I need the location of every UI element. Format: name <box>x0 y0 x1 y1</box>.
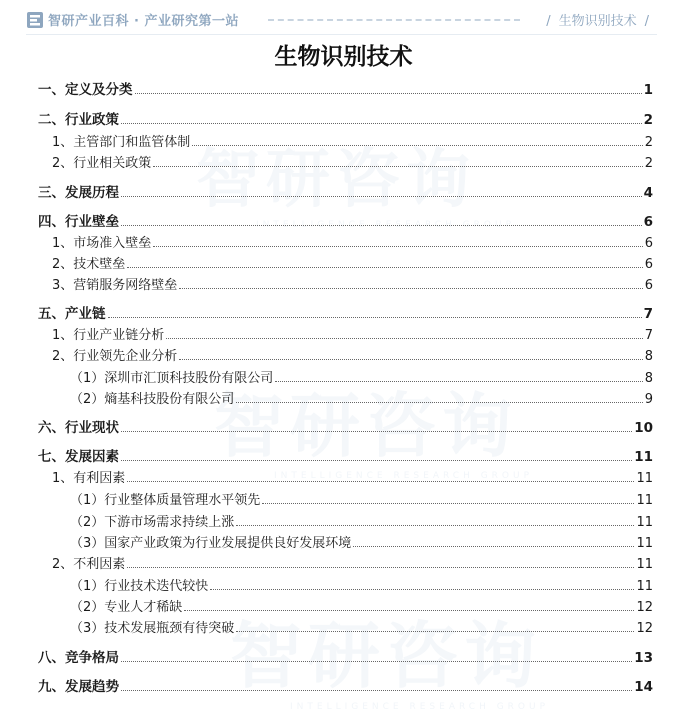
toc-entry[interactable] <box>0 531 687 551</box>
toc-entry-page-number: 6 <box>643 214 653 230</box>
toc-entry-page-number: 12 <box>636 600 653 615</box>
toc-entry-page-number: 4 <box>643 185 653 201</box>
toc-dot-leader <box>127 481 634 482</box>
toc-dot-leader <box>121 196 642 197</box>
toc-entry-page-number: 2 <box>643 112 653 128</box>
toc-entry-page-number: 11 <box>636 557 653 572</box>
toc-dot-leader <box>135 93 642 94</box>
toc-entry-label: 四、行业壁垒 <box>38 214 119 230</box>
toc-entry-label: （2）熵基科技股份有限公司 <box>70 392 235 407</box>
toc-entry[interactable] <box>0 387 687 407</box>
watermark-subtext: INTELLIGENCE RESEARCH GROUP <box>274 471 534 481</box>
toc-entry-page-number: 12 <box>636 621 653 636</box>
toc-entry-label: （1）行业技术迭代较快 <box>70 579 209 594</box>
toc-entry-label: 七、发展因素 <box>38 449 119 465</box>
toc-entry-label: 2、不利因素 <box>52 557 126 572</box>
watermark-subtext: INTELLIGENCE RESEARCH GROUP <box>290 702 550 711</box>
toc-entry-label: （2）专业人才稀缺 <box>70 600 183 615</box>
breadcrumb-current[interactable]: 生物识别技术 <box>558 14 637 29</box>
toc-entry-label: 2、技术壁垒 <box>52 257 126 272</box>
toc-dot-leader <box>236 525 634 526</box>
toc-entry-page-number: 6 <box>644 236 653 251</box>
toc-entry-label: 二、行业政策 <box>38 112 119 128</box>
toc-entry-label: （1）行业整体质量管理水平领先 <box>70 493 261 508</box>
toc-entry-page-number: 9 <box>644 392 653 407</box>
watermark-subtext: INTELLIGENCE RESEARCH GROUP <box>256 220 516 230</box>
toc-entry-label: 2、行业相关政策 <box>52 156 152 171</box>
toc-entry[interactable] <box>0 445 687 465</box>
toc-entry-page-number: 10 <box>634 420 653 436</box>
toc-dot-leader <box>121 690 632 691</box>
toc-entry-label: 3、营销服务网络壁垒 <box>52 278 178 293</box>
toc-dot-leader <box>121 661 632 662</box>
brand-logo[interactable] <box>26 10 239 29</box>
toc-dot-leader <box>210 589 634 590</box>
watermark-text: 智研咨询 <box>230 614 543 698</box>
toc-entry-page-number: 6 <box>644 257 653 272</box>
toc-entry[interactable] <box>0 488 687 508</box>
toc-entry-page-number: 8 <box>644 371 653 386</box>
toc-entry-page-number: 11 <box>636 536 653 551</box>
toc-entry-label: 1、市场准入壁垒 <box>52 236 152 251</box>
toc-dot-leader <box>192 145 642 146</box>
toc-entry-page-number: 11 <box>636 515 653 530</box>
toc-dot-leader <box>179 359 642 360</box>
toc-dot-leader <box>179 288 642 289</box>
toc-entry-page-number: 7 <box>643 306 653 322</box>
toc-entry-label: （3）技术发展瓶颈有待突破 <box>70 621 235 636</box>
toc-entry[interactable] <box>0 231 687 251</box>
toc-entry[interactable] <box>0 552 687 572</box>
toc-entry-page-number: 1 <box>643 82 653 98</box>
toc-entry-label: 1、行业产业链分析 <box>52 328 165 343</box>
breadcrumb <box>538 10 657 29</box>
toc-entry[interactable] <box>0 151 687 171</box>
zhiyan-logo-icon <box>26 11 44 29</box>
toc-entry-page-number: 2 <box>644 135 653 150</box>
toc-entry[interactable] <box>0 108 687 128</box>
toc-entry[interactable] <box>0 323 687 343</box>
toc-dot-leader <box>275 381 642 382</box>
toc-entry[interactable] <box>0 130 687 150</box>
toc-entry-label: 六、行业现状 <box>38 420 119 436</box>
toc-entry[interactable] <box>0 616 687 636</box>
toc-entry[interactable] <box>0 646 687 666</box>
toc-entry[interactable] <box>0 466 687 486</box>
page-title: 生物识别技术 <box>274 43 413 70</box>
toc-dot-leader <box>353 546 634 547</box>
toc-entry[interactable] <box>0 252 687 272</box>
toc-entry[interactable] <box>0 78 687 98</box>
toc-entry[interactable] <box>0 675 687 695</box>
toc-entry-page-number: 11 <box>636 471 653 486</box>
breadcrumb-separator-end: / <box>644 14 649 29</box>
header-divider <box>268 19 520 21</box>
toc-entry[interactable] <box>0 574 687 594</box>
toc-entry-label: 一、定义及分类 <box>38 82 133 98</box>
toc-entry-page-number: 8 <box>644 349 653 364</box>
toc-dot-leader <box>127 267 642 268</box>
toc-dot-leader <box>121 431 632 432</box>
breadcrumb-separator: / <box>546 14 551 29</box>
toc-dot-leader <box>121 225 642 226</box>
toc-dot-leader <box>127 567 634 568</box>
toc-entry[interactable] <box>0 344 687 364</box>
page-header <box>0 0 687 36</box>
toc-dot-leader <box>236 402 642 403</box>
toc-entry[interactable] <box>0 210 687 230</box>
toc-dot-leader <box>166 338 642 339</box>
toc-entry[interactable] <box>0 416 687 436</box>
toc-entry[interactable] <box>0 273 687 293</box>
toc-dot-leader <box>108 317 642 318</box>
toc-dot-leader <box>153 166 642 167</box>
toc-entry-page-number: 11 <box>636 579 653 594</box>
toc-dot-leader <box>121 460 632 461</box>
toc-entry[interactable] <box>0 302 687 322</box>
toc-entry-label: 1、主管部门和监管体制 <box>52 135 191 150</box>
watermark-text: 智研咨询 <box>214 385 518 467</box>
toc-entry-page-number: 11 <box>636 493 653 508</box>
toc-dot-leader <box>121 123 642 124</box>
toc-dot-leader <box>184 610 634 611</box>
watermark-text: 智研咨询 <box>196 143 476 217</box>
toc-entry[interactable] <box>0 181 687 201</box>
toc-dot-leader <box>262 503 634 504</box>
toc-entry-label: （1）深圳市汇顶科技股份有限公司 <box>70 371 274 386</box>
toc-entry-page-number: 7 <box>644 328 653 343</box>
toc-entry-page-number: 2 <box>644 156 653 171</box>
toc-entry[interactable] <box>0 510 687 530</box>
toc-entry-label: 五、产业链 <box>38 306 106 322</box>
toc-entry-label: （2）下游市场需求持续上涨 <box>70 515 235 530</box>
toc-entry-label: 八、竞争格局 <box>38 650 119 666</box>
toc-entry-label: 九、发展趋势 <box>38 679 119 695</box>
header-rule <box>26 34 657 35</box>
toc-dot-leader <box>236 631 634 632</box>
toc-entry-label: 三、发展历程 <box>38 185 119 201</box>
toc-entry[interactable] <box>0 366 687 386</box>
brand-text: 智研产业百科 · 产业研究第一站 <box>48 14 239 29</box>
toc-entry-label: 2、行业领先企业分析 <box>52 349 178 364</box>
toc-entry-label: 1、有利因素 <box>52 471 126 486</box>
toc-entry-page-number: 13 <box>634 650 653 666</box>
toc-entry[interactable] <box>0 595 687 615</box>
toc-dot-leader <box>153 246 642 247</box>
toc-entry-page-number: 6 <box>644 278 653 293</box>
toc-entry-label: （3）国家产业政策为行业发展提供良好发展环境 <box>70 536 352 551</box>
toc-entry-page-number: 14 <box>634 679 653 695</box>
toc-entry-page-number: 11 <box>634 449 653 465</box>
